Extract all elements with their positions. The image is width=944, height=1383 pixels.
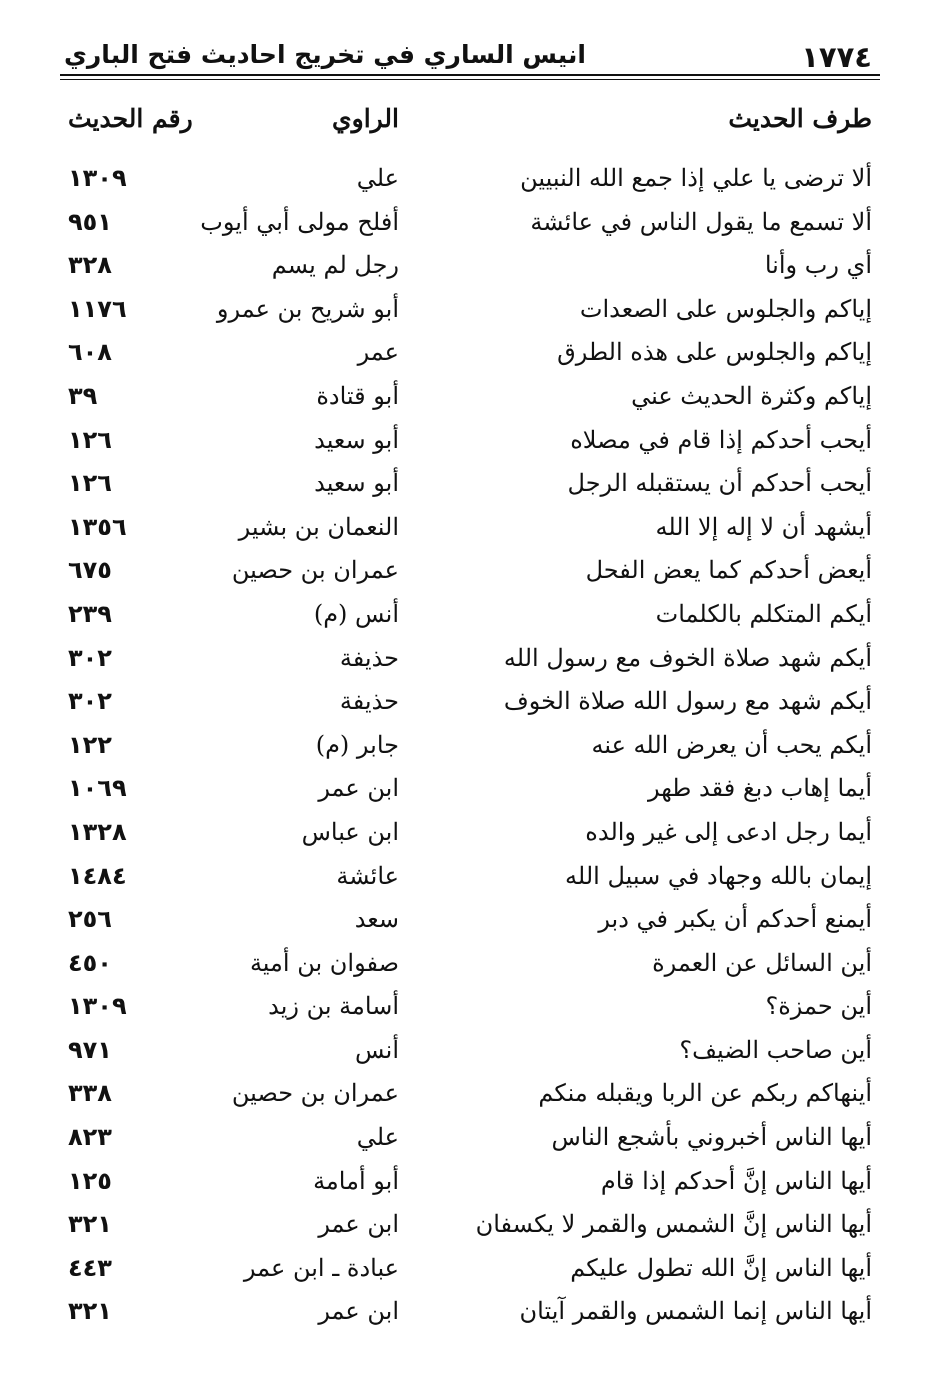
header-rule-thin [60,79,880,80]
hadith-index-table [0,157,944,1334]
hadith-text: ألا ترضى يا علي إذا جمع الله النبيين [520,164,872,192]
table-row [0,1290,944,1334]
narrator: ابن عمر [318,774,399,803]
hadith-text: إيمان بالله وجهاد في سبيل الله [565,861,872,890]
narrator: عمران بن حصين [231,556,399,585]
narrator: عمر [357,338,399,367]
hadith-number: ٦٠٨ [68,338,112,367]
narrator: أبو شريح بن عمرو [216,294,399,323]
hadith-number: ١٢٦ [68,425,112,454]
hadith-text: إياكم وكثرة الحديث عني [631,381,872,410]
hadith-number: ٣٢٨ [68,251,112,280]
hadith-text: أيحب أحدكم إذا قام في مصلاه [570,425,872,454]
narrator: أنس (م) [313,599,399,628]
table-row [0,1247,944,1291]
hadith-number: ٤٥٠ [68,948,112,977]
table-row [0,157,944,201]
hadith-text: أيها الناس إنَّ الشمس والقمر لا يكسفان [475,1210,872,1239]
narrator: حذيفة [339,643,399,672]
narrator: حذيفة [339,687,399,716]
narrator: سعد [354,905,399,934]
table-row [0,942,944,986]
hadith-text: أيمنع أحدكم أن يكبر في دبر [598,905,872,934]
narrator: جابر (م) [315,730,399,759]
hadith-text: أيما رجل ادعى إلى غير والده [585,817,872,846]
table-row [0,637,944,681]
hadith-text: أيها الناس إنما الشمس والقمر آيتان [519,1297,872,1326]
hadith-text: أيكم شهد مع رسول الله صلاة الخوف [503,687,872,716]
hadith-text: أيكم شهد صلاة الخوف مع رسول الله [503,643,872,672]
narrator: أبو أمامة [313,1166,399,1195]
narrator: عبادة ـ ابن عمر [243,1253,399,1282]
hadith-text: أينهاكم ربكم عن الربا ويقبله منكم [538,1079,872,1108]
table-row [0,201,944,245]
narrator: علي [356,164,399,192]
hadith-number: ٩٧١ [68,1035,112,1064]
page-number: ١٧٧٤ [801,40,872,74]
narrator: أبو قتادة [316,381,399,410]
hadith-number: ٣٩ [68,381,98,410]
table-row [0,1029,944,1073]
hadith-number: ٣٢١ [68,1210,112,1239]
hadith-number: ١٠٦٩ [68,774,127,803]
hadith-number: ١٢٦ [68,469,112,498]
hadith-number: ٩٥١ [68,207,112,236]
narrator: ابن عمر [318,1297,399,1326]
running-head [60,36,880,76]
hadith-number: ٢٥٦ [68,905,112,934]
hadith-text: إياكم والجلوس على الصعدات [579,294,872,323]
hadith-number: ٢٣٩ [68,599,112,628]
table-row [0,331,944,375]
hadith-number: ٣٢١ [68,1297,112,1326]
narrator: ابن عمر [318,1210,399,1239]
hadith-number: ١٣٠٩ [68,992,127,1021]
header-rule-thick [60,74,880,76]
hadith-text: أيعض أحدكم كما يعض الفحل [585,556,872,585]
narrator: أبو سعيد [314,425,399,454]
table-row [0,767,944,811]
hadith-text: أيها الناس إنَّ الله تطول عليكم [570,1253,872,1282]
narrator: عمران بن حصين [231,1079,399,1108]
column-header-hadith-number: رقم الحديث [68,104,193,133]
hadith-text: ألا تسمع ما يقول الناس في عائشة [530,207,872,236]
table-row [0,419,944,463]
hadith-text: أيكم المتكلم بالكلمات [655,599,872,628]
table-row [0,1203,944,1247]
hadith-text: أي رب وأنا [764,251,872,280]
table-row [0,1072,944,1116]
hadith-text: أين صاحب الضيف؟ [679,1035,872,1064]
hadith-number: ٤٤٣ [68,1253,112,1282]
table-row [0,593,944,637]
table-row [0,288,944,332]
narrator: ابن عباس [301,817,399,846]
narrator: أبو سعيد [314,469,399,498]
narrator: صفوان بن أمية [249,948,399,977]
table-row [0,1160,944,1204]
book-title: انيس الساري في تخريج احاديث فتح الباري [64,40,586,69]
table-row [0,1116,944,1160]
narrator: علي [356,1123,399,1152]
hadith-number: ٣٠٢ [68,687,112,716]
table-row [0,811,944,855]
narrator: أنس [355,1035,399,1064]
hadith-text: أيما إهاب دبغ فقد طهر [647,774,872,803]
hadith-number: ٨٢٣ [68,1123,112,1152]
hadith-text: أيها الناس أخبروني بأشجع الناس [551,1123,872,1152]
table-row [0,462,944,506]
table-row [0,855,944,899]
table-row [0,549,944,593]
narrator: أفلح مولى أبي أيوب [200,207,399,236]
hadith-text: أيحب أحدكم أن يستقبله الرجل [567,469,872,498]
narrator: عائشة [336,861,399,890]
narrator: أسامة بن زيد [268,992,399,1021]
hadith-number: ١٢٥ [68,1166,112,1195]
hadith-text: أيها الناس إنَّ أحدكم إذا قام [600,1166,872,1195]
hadith-number: ١٣٥٦ [68,512,127,541]
table-row [0,680,944,724]
table-row [0,724,944,768]
narrator: رجل لم يسم [271,251,399,280]
hadith-number: ٦٧٥ [68,556,112,585]
hadith-text: أيكم يحب أن يعرض الله عنه [591,730,872,759]
table-row [0,506,944,550]
column-header-narrator: الراوي [332,104,399,133]
table-row [0,985,944,1029]
hadith-text: إياكم والجلوس على هذه الطرق [557,338,872,367]
hadith-text: أيشهد أن لا إله إلا الله [655,512,872,541]
hadith-number: ١٣٠٩ [68,164,127,192]
hadith-number: ١١٧٦ [68,294,127,323]
column-header-hadith-text: طرف الحديث [728,104,872,133]
hadith-text: أين السائل عن العمرة [652,948,872,977]
narrator: النعمان بن بشير [238,512,399,541]
hadith-number: ٣٣٨ [68,1079,112,1108]
hadith-number: ١٣٢٨ [68,817,127,846]
table-row [0,244,944,288]
hadith-number: ١٤٨٤ [68,861,127,890]
hadith-number: ٣٠٢ [68,643,112,672]
table-row [0,898,944,942]
hadith-text: أين حمزة؟ [765,992,872,1021]
table-row [0,375,944,419]
hadith-number: ١٢٢ [68,730,112,759]
